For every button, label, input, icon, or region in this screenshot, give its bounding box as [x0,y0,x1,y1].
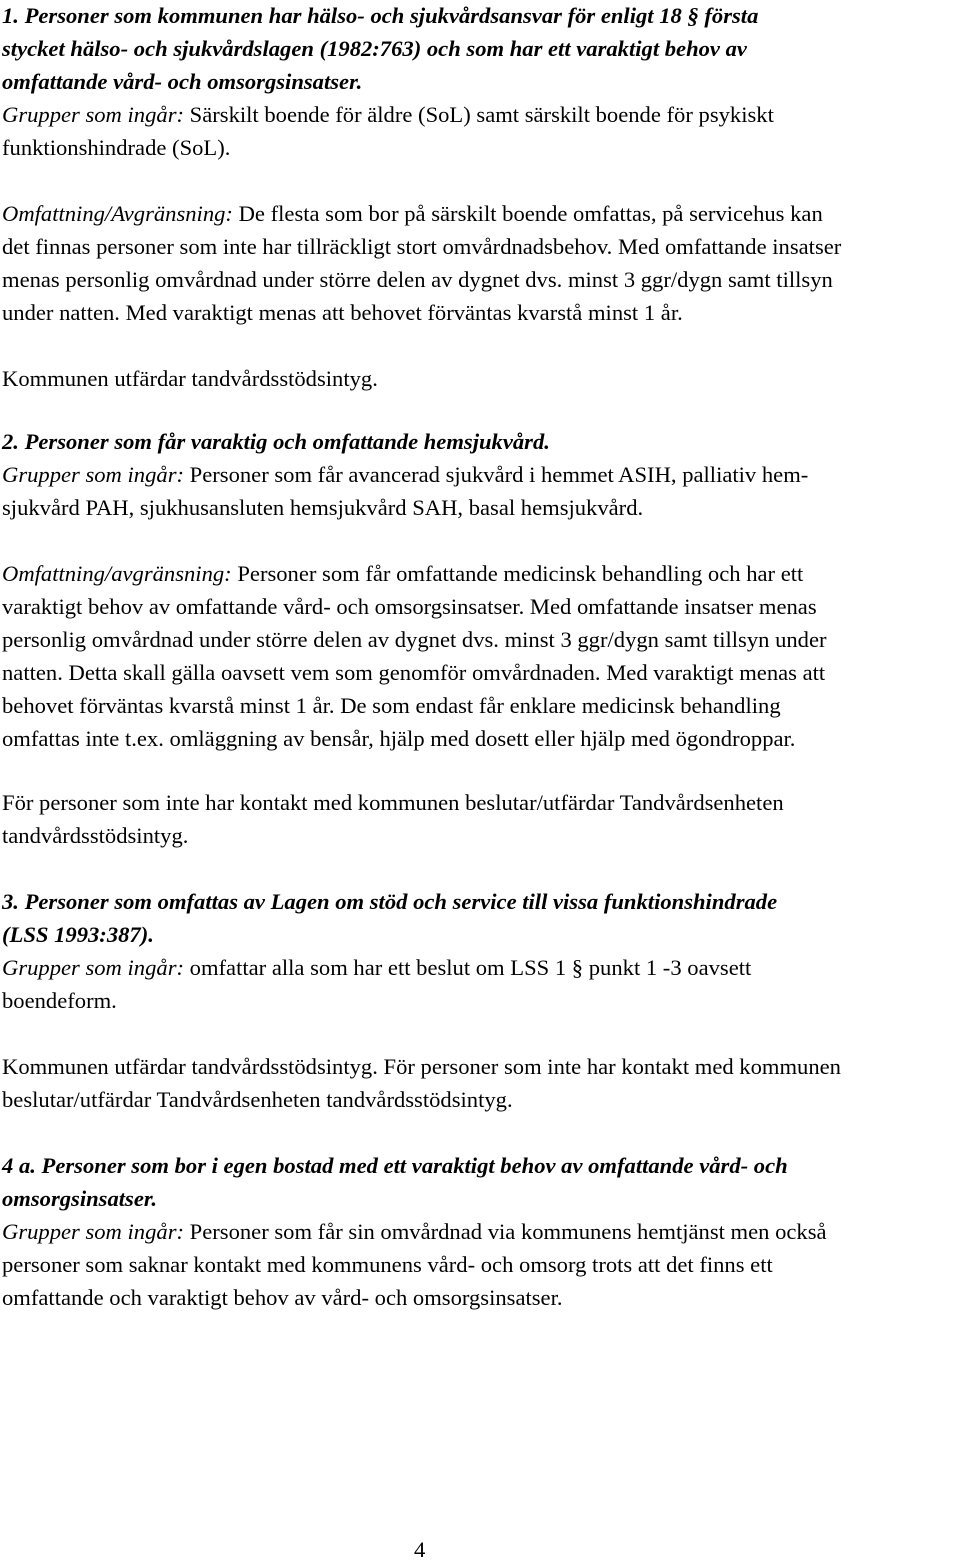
section-heading-line: 3. Personer som omfattas av Lagen om stöd och service till vissa funktionshindrade [2,889,778,914]
groups-label: Grupper som ingår: [2,102,185,127]
scope-paragraph-line: det finnas personer som inte har tillräckligt stort omvårdnadsbehov. Med omfattande insatser [2,234,842,259]
scope-paragraph-line: omfattas inte t.ex. omläggning av bensår, hjälp med dosett eller hjälp med ögondroppar. [2,726,796,751]
section-heading-line: stycket hälso- och sjukvårdslagen (1982:763) och som har ett varaktigt behov av [2,36,747,61]
section-1 [2,0,774,164]
scope-paragraph-line: under natten. Med varaktigt menas att behovet förväntas kvarstå minst 1 år. [2,300,683,325]
section-heading-line: omfattande vård- och omsorgsinsatser. [2,69,363,94]
scope-paragraph-line: natten. Detta skall gälla oavsett vem som genomför omvårdnaden. Med varaktigt menas att [2,660,826,685]
section-3-note [2,1050,841,1116]
groups-paragraph-line: funktionshindrade (SoL). [2,135,231,160]
section-heading-line: 1. Personer som kommunen har hälso- och sjukvårdsansvar för enligt 18 § första [2,3,759,28]
scope-text: De flesta som bor på särskilt boende omfattas, på servicehus kan [232,201,823,226]
note-paragraph-line: beslutar/utfärdar Tandvårdsenheten tandvårdsstödsintyg. [2,1087,513,1112]
section-heading-line: omsorgsinsatser. [2,1186,158,1211]
groups-paragraph-line [2,458,808,491]
scope-label: Omfattning/avgränsning: [2,561,232,586]
section-2-scope [2,557,827,755]
groups-paragraph-line: sjukvård PAH, sjukhusansluten hemsjukvård SAH, basal hemsjukvård. [2,495,644,520]
groups-text: omfattar alla som har ett beslut om LSS 1 § punkt 1 -3 oavsett [184,955,752,980]
scope-paragraph-line: personlig omvårdnad under större delen av dygnet dvs. minst 3 ggr/dygn samt tillsyn under [2,627,827,652]
section-1-note [2,362,378,395]
scope-paragraph-line: behovet förväntas kvarstå minst 1 år. De som endast får enklare medicinsk behandling [2,693,781,718]
groups-text: Personer som får avancerad sjukvård i hemmet ASIH, palliativ hem- [184,462,809,487]
section-4a [2,1149,827,1314]
groups-paragraph-line: personer som saknar kontakt med kommunens vård- och omsorg trots att det finns ett [2,1252,773,1277]
section-heading-line: (LSS 1993:387). [2,922,154,947]
section-2 [2,425,808,524]
section-2-note [2,786,784,852]
groups-paragraph-line [2,98,774,131]
page-number: 4 [414,1537,426,1562]
groups-paragraph-line [2,1215,827,1248]
scope-paragraph-line [2,557,827,590]
groups-paragraph-line [2,951,777,984]
note-paragraph-line: Kommunen utfärdar tandvårdsstödsintyg. För personer som inte har kontakt med kommunen [2,1054,841,1079]
section-heading-line: 4 a. Personer som bor i egen bostad med ett varaktigt behov av omfattande vård- och [2,1153,788,1178]
groups-label: Grupper som ingår: [2,1219,185,1244]
groups-text: Särskilt boende för äldre (SoL) samt särskilt boende för psykiskt [184,102,774,127]
groups-label: Grupper som ingår: [2,955,185,980]
groups-label: Grupper som ingår: [2,462,185,487]
groups-paragraph-line: omfattande och varaktigt behov av vård- och omsorgsinsatser. [2,1285,563,1310]
scope-paragraph-line [2,197,841,230]
note-paragraph-line: tandvårdsstödsintyg. [2,823,189,848]
scope-paragraph-line: menas personlig omvårdnad under större delen av dygnet dvs. minst 3 ggr/dygn samt tillsyn [2,267,833,292]
groups-text: Personer som får sin omvårdnad via kommunens hemtjänst men också [184,1219,827,1244]
scope-label: Omfattning/Avgränsning: [2,201,233,226]
scope-paragraph-line: varaktigt behov av omfattande vård- och omsorgsinsatser. Med omfattande insatser menas [2,594,817,619]
section-3 [2,885,777,1017]
section-heading-line: 2. Personer som får varaktig och omfattande hemsjukvård. [2,429,550,454]
section-1-scope [2,197,841,329]
groups-paragraph-line: boendeform. [2,988,117,1013]
note-paragraph-line: Kommunen utfärdar tandvårdsstödsintyg. [2,366,378,391]
scope-text: Personer som får omfattande medicinsk behandling och har ett [231,561,804,586]
note-paragraph-line: För personer som inte har kontakt med kommunen beslutar/utfärdar Tandvårdsenheten [2,790,784,815]
